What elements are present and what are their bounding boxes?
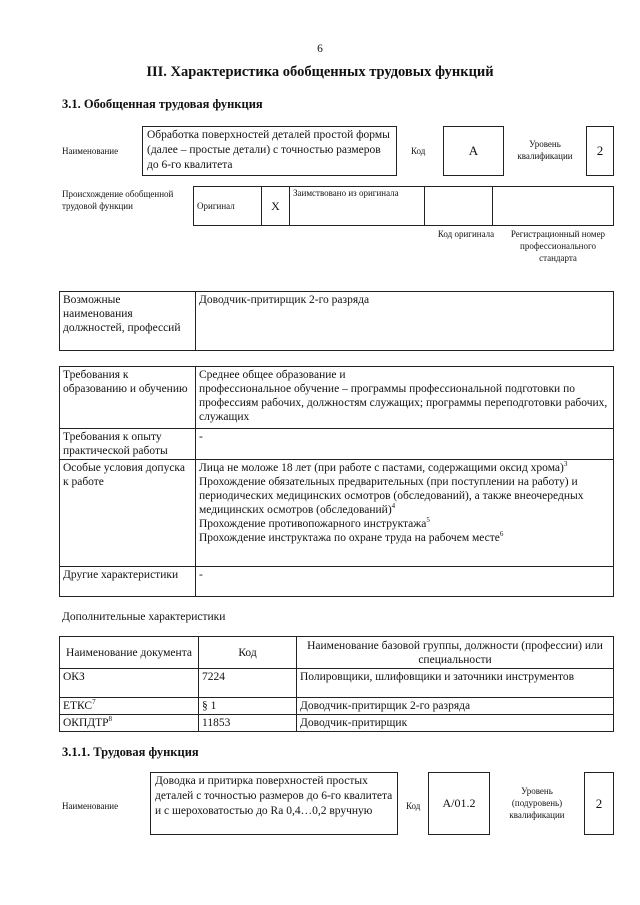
admission-line [199, 531, 610, 545]
footnote-ref: 6 [499, 530, 504, 539]
row-doc [60, 715, 199, 732]
origin-borrowed-label: Заимствовано из оригинала [290, 187, 425, 226]
reg-number-caption: Регистрационный номер профессионального стандарта [510, 229, 606, 263]
footnote-ref: 4 [391, 502, 396, 511]
row-name: Доводчик-притирщик 2-го разряда [297, 698, 614, 715]
footnote-ref: 8 [108, 715, 113, 724]
row-name: Доводчик-притирщик [297, 715, 614, 732]
row-doc-text: ЕТКС [63, 700, 93, 712]
generalized-function-heading: 3.1. Обобщенная трудовая функция [62, 97, 263, 111]
qualification-level-label: Уровень квалификации [517, 139, 573, 161]
additional-header-doc: Наименование документа [60, 637, 199, 669]
admission-line-text: Лица не моложе 18 лет (при работе с пастами, содержащими оксид хрома) [199, 462, 564, 474]
code-label: Код [411, 146, 426, 156]
lf-level-value: 2 [584, 772, 614, 835]
row-doc-text: ОКПДТР [63, 717, 109, 729]
education-line-1: Среднее общее образование и [199, 369, 346, 381]
positions-table [59, 291, 614, 351]
origin-code-cell [425, 187, 493, 226]
additional-header-code: Код [199, 637, 297, 669]
admission-line [199, 475, 610, 517]
origin-reg-number-cell [493, 187, 614, 226]
row-name: Полировщики, шлифовщики и заточники инструментов [297, 669, 614, 698]
additional-table [59, 636, 614, 732]
admission-label: Особые условия допуска к работе [60, 460, 196, 567]
labor-function-code: А/01.2 [428, 772, 490, 835]
admission-line-text: Прохождение инструктажа по охране труда на рабочем месте [199, 532, 500, 544]
origin-original-label: Оригинал [194, 187, 262, 226]
positions-label: Возможные наименования должностей, профессий [60, 292, 196, 351]
admission-value [196, 460, 614, 567]
admission-line [199, 517, 610, 531]
additional-heading: Дополнительные характеристики [62, 611, 226, 623]
origin-label: Происхождение обобщенной трудовой функции [62, 189, 174, 211]
footnote-ref: 7 [92, 698, 96, 707]
code-original-caption: Код оригинала [437, 229, 495, 239]
footnote-ref: 3 [563, 460, 568, 469]
generalized-function-code: А [443, 126, 504, 176]
origin-original-mark: X [262, 187, 290, 226]
additional-header-name: Наименование базовой группы, должности (профессии) или специальности [297, 637, 614, 669]
lf-code-label: Код [406, 801, 421, 811]
row-doc [60, 698, 199, 715]
lf-name-label: Наименование [62, 801, 119, 811]
admission-line-text: Прохождение противопожарного инструктажа [199, 518, 427, 530]
name-label: Наименование [62, 146, 119, 156]
row-code: 11853 [199, 715, 297, 732]
experience-value: - [196, 429, 614, 460]
row-doc-text: ОКЗ [63, 671, 85, 683]
education-label: Требования к образованию и обучению [60, 367, 196, 429]
labor-function-heading: 3.1.1. Трудовая функция [62, 745, 199, 759]
section-title: III. Характеристика обобщенных трудовых функций [146, 64, 494, 80]
table-row [60, 715, 614, 732]
labor-function-name: Доводка и притирка поверхностей простых деталей с точностью размеров до 6-го квалитета и с шероховатостью до Ra 0,4…0,2 вручную [150, 772, 398, 835]
footnote-ref: 5 [426, 516, 430, 525]
table-row [60, 669, 614, 698]
lf-level-label: Уровень (подуровень) квалификации [509, 786, 565, 820]
row-code: 7224 [199, 669, 297, 698]
positions-value: Доводчик-притирщик 2-го разряда [196, 292, 614, 351]
table-row [60, 698, 614, 715]
education-line-2: профессиональное обучение – программы профессиональной подготовки по профессиям рабочих, должностям служащих; программы переподготовки рабочих, служащих [199, 383, 608, 423]
page-number: 6 [317, 43, 323, 55]
origin-table [193, 186, 614, 226]
generalized-function-name: Обработка поверхностей деталей простой формы (далее – простые детали) с точностью размеров до 6-го квалитета [142, 126, 397, 176]
experience-label: Требования к опыту практической работы [60, 429, 196, 460]
other-label: Другие характеристики [60, 567, 196, 597]
other-value: - [196, 567, 614, 597]
qualification-level-value: 2 [586, 126, 614, 176]
requirements-table [59, 366, 614, 597]
admission-line-text: Прохождение обязательных предварительных (при поступлении на работу) и периодических медицинских осмотров (обследований), а также внеочередных медицинских осмотров (обследований) [199, 476, 584, 516]
admission-line [199, 461, 610, 475]
row-code: § 1 [199, 698, 297, 715]
education-value [196, 367, 614, 429]
row-doc [60, 669, 199, 698]
